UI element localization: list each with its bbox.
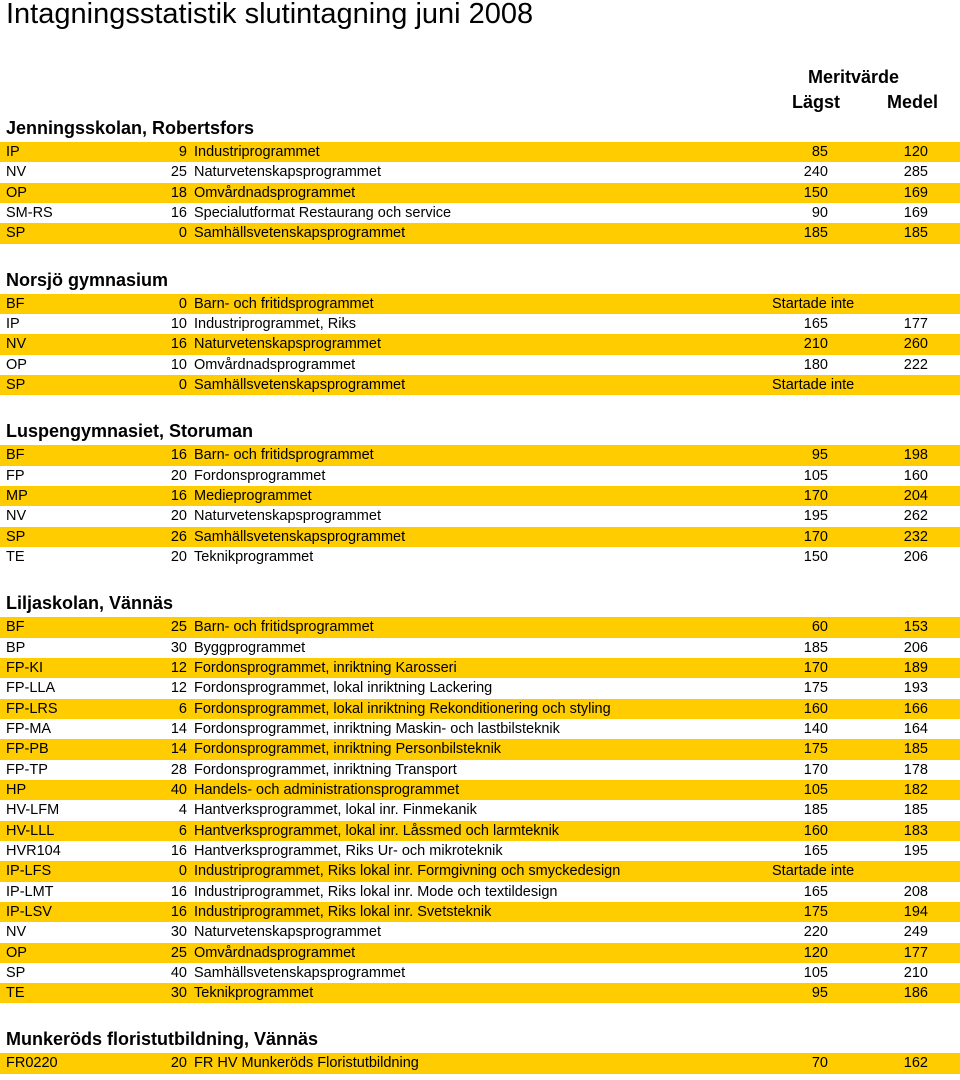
table-row	[0, 334, 960, 354]
program-code: SP	[6, 528, 26, 545]
admitted-count: 40	[170, 781, 187, 798]
merit-lowest: 170	[803, 528, 828, 545]
program-code: MP	[6, 487, 28, 504]
table-row	[0, 821, 960, 841]
merit-median: 262	[903, 508, 928, 525]
admitted-count: 0	[178, 225, 187, 242]
program-name: Industriprogrammet, Riks lokal inr. Formgivning och smyckedesign	[194, 863, 621, 880]
merit-lowest: 85	[811, 144, 828, 160]
status-note: Startade inte	[772, 295, 855, 312]
program-name: Hantverksprogrammet, lokal inr. Låssmed och larmteknik	[194, 822, 560, 839]
program-code: SP	[6, 376, 26, 393]
program-name: Samhällsvetenskapsprogrammet	[194, 376, 406, 393]
admitted-count: 16	[170, 903, 187, 920]
school-section	[0, 266, 960, 396]
table-row	[0, 780, 960, 800]
merit-lowest: 165	[803, 315, 828, 332]
table-row	[0, 963, 960, 983]
table-row	[0, 983, 960, 1003]
table-row	[0, 547, 960, 567]
program-code: OP	[6, 184, 27, 201]
program-name: FR HV Munkeröds Floristutbildning	[194, 1055, 419, 1072]
school-section	[0, 417, 960, 567]
merit-lowest: 165	[803, 842, 828, 859]
program-name: Naturvetenskapsprogrammet	[194, 924, 381, 941]
table-row	[0, 527, 960, 547]
merit-median: 178	[903, 761, 928, 778]
program-name: Specialutformat Restaurang och service	[194, 204, 452, 221]
program-code: BP	[6, 639, 26, 656]
program-code: HV-LFM	[6, 802, 60, 819]
admitted-count: 0	[178, 376, 187, 393]
merit-median: 185	[903, 802, 928, 819]
table-row	[0, 506, 960, 526]
merit-median: 169	[903, 204, 928, 221]
merit-lowest: 170	[803, 487, 828, 504]
merit-median: 166	[903, 700, 928, 717]
merit-lowest: 195	[803, 508, 828, 525]
merit-lowest: 185	[803, 802, 828, 819]
merit-median: 285	[903, 164, 928, 181]
admitted-count: 10	[170, 315, 187, 332]
status-note: Startade inte	[772, 863, 855, 880]
admitted-count: 20	[170, 467, 187, 484]
merit-median: 189	[903, 659, 928, 676]
admitted-count: 30	[170, 639, 187, 656]
merit-median: 208	[903, 883, 928, 900]
admitted-count: 28	[170, 761, 187, 778]
merit-lowest: 170	[803, 761, 828, 778]
table-row	[0, 638, 960, 658]
merit-median: 232	[903, 528, 928, 545]
merit-lowest: 165	[803, 883, 828, 900]
table-row	[0, 841, 960, 861]
table-row	[0, 902, 960, 922]
merit-lowest: 175	[803, 903, 828, 920]
program-name: Samhällsvetenskapsprogrammet	[194, 225, 406, 242]
program-name: Omvårdnadsprogrammet	[194, 356, 356, 373]
merit-lowest: 240	[803, 164, 828, 181]
merit-median: 206	[903, 639, 928, 656]
table-row	[0, 617, 960, 637]
merit-median: 204	[903, 487, 928, 504]
merit-median: 153	[903, 619, 928, 636]
program-name: Omvårdnadsprogrammet	[194, 184, 356, 201]
admitted-count: 14	[170, 720, 187, 737]
merit-lowest: 70	[811, 1055, 828, 1072]
merit-lowest: 220	[803, 924, 828, 941]
merit-lowest: 105	[803, 467, 828, 484]
program-name: Samhällsvetenskapsprogrammet	[194, 528, 406, 545]
admitted-count: 30	[170, 924, 187, 941]
program-name: Byggprogrammet	[194, 639, 306, 656]
program-name: Omvårdnadsprogrammet	[194, 944, 356, 961]
merit-median: 185	[903, 225, 928, 242]
admitted-count: 10	[170, 356, 187, 373]
merit-median: 183	[903, 822, 928, 839]
page-title: Intagningsstatistik slutintagning juni 2008	[6, 0, 534, 30]
table-row	[0, 486, 960, 506]
merit-median: 162	[903, 1055, 928, 1072]
merit-lowest: 60	[811, 619, 828, 636]
program-code: NV	[6, 336, 27, 353]
admitted-count: 16	[170, 447, 187, 464]
merit-median: 186	[903, 985, 928, 1002]
table-row	[0, 466, 960, 486]
merit-median: 169	[903, 184, 928, 201]
section-gap	[0, 244, 960, 266]
merit-lowest: 95	[811, 985, 828, 1002]
program-name: Fordonsprogrammet, inriktning Maskin- och lastbilsteknik	[194, 720, 560, 737]
program-name: Teknikprogrammet	[194, 985, 314, 1002]
merit-median: 160	[903, 467, 928, 484]
merit-median: 194	[903, 903, 928, 920]
program-code: FR0220	[6, 1055, 58, 1072]
program-code: BF	[6, 447, 25, 464]
program-code: FP-MA	[6, 720, 52, 737]
merit-lowest: 160	[803, 700, 828, 717]
program-code: OP	[6, 356, 27, 373]
table-row	[0, 678, 960, 698]
program-code: NV	[6, 924, 27, 941]
school-sections	[0, 114, 960, 1074]
school-section	[0, 589, 960, 1003]
section-gap	[0, 567, 960, 589]
program-name: Industriprogrammet, Riks lokal inr. Svetsteknik	[194, 903, 492, 920]
program-name: Handels- och administrationsprogrammet	[194, 781, 460, 798]
admitted-count: 14	[170, 741, 187, 758]
merit-lowest: 140	[803, 720, 828, 737]
table-row	[0, 861, 960, 881]
admitted-count: 40	[170, 964, 187, 981]
program-code: SM-RS	[6, 204, 53, 221]
admitted-count: 12	[170, 659, 187, 676]
program-name: Barn- och fritidsprogrammet	[194, 447, 374, 464]
admitted-count: 12	[170, 680, 187, 697]
header-medel: Medel	[887, 92, 939, 112]
table-row	[0, 142, 960, 162]
merit-lowest: 210	[803, 336, 828, 353]
school-name: Luspengymnasiet, Storuman	[6, 421, 254, 442]
merit-lowest: 185	[803, 225, 828, 242]
merit-median: 206	[903, 548, 928, 565]
merit-lowest: 90	[811, 204, 828, 221]
school-name: Jenningsskolan, Robertsfors	[6, 118, 255, 138]
admitted-count: 25	[170, 619, 187, 636]
program-code: TE	[6, 985, 25, 1002]
program-code: BF	[6, 619, 25, 636]
merit-median: 120	[903, 144, 928, 160]
program-name: Fordonsprogrammet, inriktning Personbilsteknik	[194, 741, 502, 758]
program-name: Fordonsprogrammet, lokal inriktning Rekonditionering och styling	[194, 700, 611, 717]
admitted-count: 16	[170, 204, 187, 221]
program-code: BF	[6, 295, 25, 312]
table-row	[0, 922, 960, 942]
program-name: Barn- och fritidsprogrammet	[194, 619, 374, 636]
program-code: NV	[6, 164, 27, 181]
merit-lowest: 105	[803, 781, 828, 798]
program-name: Naturvetenskapsprogrammet	[194, 508, 381, 525]
program-code: NV	[6, 508, 27, 525]
program-code: FP-TP	[6, 761, 48, 778]
merit-lowest: 175	[803, 741, 828, 758]
table-row	[0, 760, 960, 780]
merit-median: 177	[903, 315, 928, 332]
program-code: FP-LLA	[6, 680, 56, 697]
program-name: Fordonsprogrammet, inriktning Karosseri	[194, 659, 457, 676]
program-code: IP	[6, 144, 20, 160]
program-code: HV-LLL	[6, 822, 55, 839]
program-name: Naturvetenskapsprogrammet	[194, 164, 381, 181]
program-name: Hantverksprogrammet, lokal inr. Finmekanik	[194, 802, 477, 819]
table-row	[0, 314, 960, 334]
admitted-count: 6	[178, 822, 187, 839]
admitted-count: 20	[170, 548, 187, 565]
admitted-count: 25	[170, 164, 187, 181]
program-code: OP	[6, 944, 27, 961]
admitted-count: 16	[170, 487, 187, 504]
program-name: Teknikprogrammet	[194, 548, 314, 565]
table-row	[0, 882, 960, 902]
merit-lowest: 170	[803, 659, 828, 676]
program-name: Barn- och fritidsprogrammet	[194, 295, 374, 312]
merit-lowest: 150	[803, 548, 828, 565]
school-section	[0, 114, 960, 244]
program-code: FP	[6, 467, 25, 484]
status-note: Startade inte	[772, 376, 855, 393]
table-row	[0, 294, 960, 314]
merit-lowest: 160	[803, 822, 828, 839]
merit-lowest: 120	[803, 944, 828, 961]
admitted-count: 9	[178, 144, 187, 160]
merit-lowest: 175	[803, 680, 828, 697]
table-row	[0, 203, 960, 223]
program-name: Samhällsvetenskapsprogrammet	[194, 964, 406, 981]
section-gap	[0, 395, 960, 417]
merit-median: 249	[903, 924, 928, 941]
school-section	[0, 1025, 960, 1073]
table-row	[0, 800, 960, 820]
table-row	[0, 719, 960, 739]
admitted-count: 20	[170, 508, 187, 525]
program-code: IP	[6, 315, 20, 332]
table-row	[0, 223, 960, 243]
program-name: Fordonsprogrammet, inriktning Transport	[194, 761, 457, 778]
program-name: Industriprogrammet, Riks lokal inr. Mode och textildesign	[194, 883, 558, 900]
table-row	[0, 355, 960, 375]
program-code: SP	[6, 964, 26, 981]
merit-median: 222	[903, 356, 928, 373]
program-name: Hantverksprogrammet, Riks Ur- och mikroteknik	[194, 842, 503, 859]
table-row	[0, 445, 960, 465]
program-name: Fordonsprogrammet, lokal inriktning Lackering	[194, 680, 493, 697]
program-code: FP-LRS	[6, 700, 58, 717]
merit-median: 185	[903, 741, 928, 758]
admitted-count: 30	[170, 985, 187, 1002]
admitted-count: 25	[170, 944, 187, 961]
school-name: Norsjö gymnasium	[6, 269, 169, 290]
merit-lowest: 180	[803, 356, 828, 373]
table-row	[0, 658, 960, 678]
program-code: IP-LFS	[6, 863, 52, 880]
program-name: Naturvetenskapsprogrammet	[194, 336, 381, 353]
program-code: FP-PB	[6, 741, 49, 758]
admitted-count: 6	[178, 700, 187, 717]
program-code: HP	[6, 781, 27, 798]
admitted-count: 16	[170, 883, 187, 900]
merit-lowest: 105	[803, 964, 828, 981]
table-row	[0, 739, 960, 759]
admitted-count: 0	[178, 863, 187, 880]
program-name: Industriprogrammet	[194, 144, 320, 160]
section-gap	[0, 1003, 960, 1025]
school-name: Liljaskolan, Vännäs	[6, 593, 174, 614]
table-row	[0, 183, 960, 203]
header-lagst: Lägst	[792, 92, 841, 112]
admitted-count: 0	[178, 295, 187, 312]
merit-median: 210	[903, 964, 928, 981]
header-meritvarde: Meritvärde	[808, 67, 900, 87]
program-code: TE	[6, 548, 25, 565]
program-name: Medieprogrammet	[194, 487, 312, 504]
merit-median: 182	[903, 781, 928, 798]
merit-median: 164	[903, 720, 928, 737]
admitted-count: 16	[170, 842, 187, 859]
admitted-count: 16	[170, 336, 187, 353]
program-name: Industriprogrammet, Riks	[194, 315, 356, 332]
program-code: FP-KI	[6, 659, 44, 676]
program-name: Fordonsprogrammet	[194, 467, 326, 484]
program-code: SP	[6, 225, 26, 242]
program-code: IP-LSV	[6, 903, 52, 920]
merit-median: 260	[903, 336, 928, 353]
merit-lowest: 95	[811, 447, 828, 464]
admitted-count: 4	[178, 802, 187, 819]
program-code: HVR104	[6, 842, 61, 859]
table-row	[0, 375, 960, 395]
table-row	[0, 943, 960, 963]
table-row	[0, 1053, 960, 1073]
merit-median: 198	[903, 447, 928, 464]
merit-median: 177	[903, 944, 928, 961]
merit-median: 193	[903, 680, 928, 697]
merit-median: 195	[903, 842, 928, 859]
table-row	[0, 162, 960, 182]
school-name: Munkeröds floristutbildning, Vännäs	[6, 1029, 319, 1050]
merit-lowest: 150	[803, 184, 828, 201]
admitted-count: 20	[170, 1055, 187, 1072]
merit-lowest: 185	[803, 639, 828, 656]
program-code: IP-LMT	[6, 883, 54, 900]
admitted-count: 18	[170, 184, 187, 201]
admitted-count: 26	[170, 528, 187, 545]
table-row	[0, 699, 960, 719]
